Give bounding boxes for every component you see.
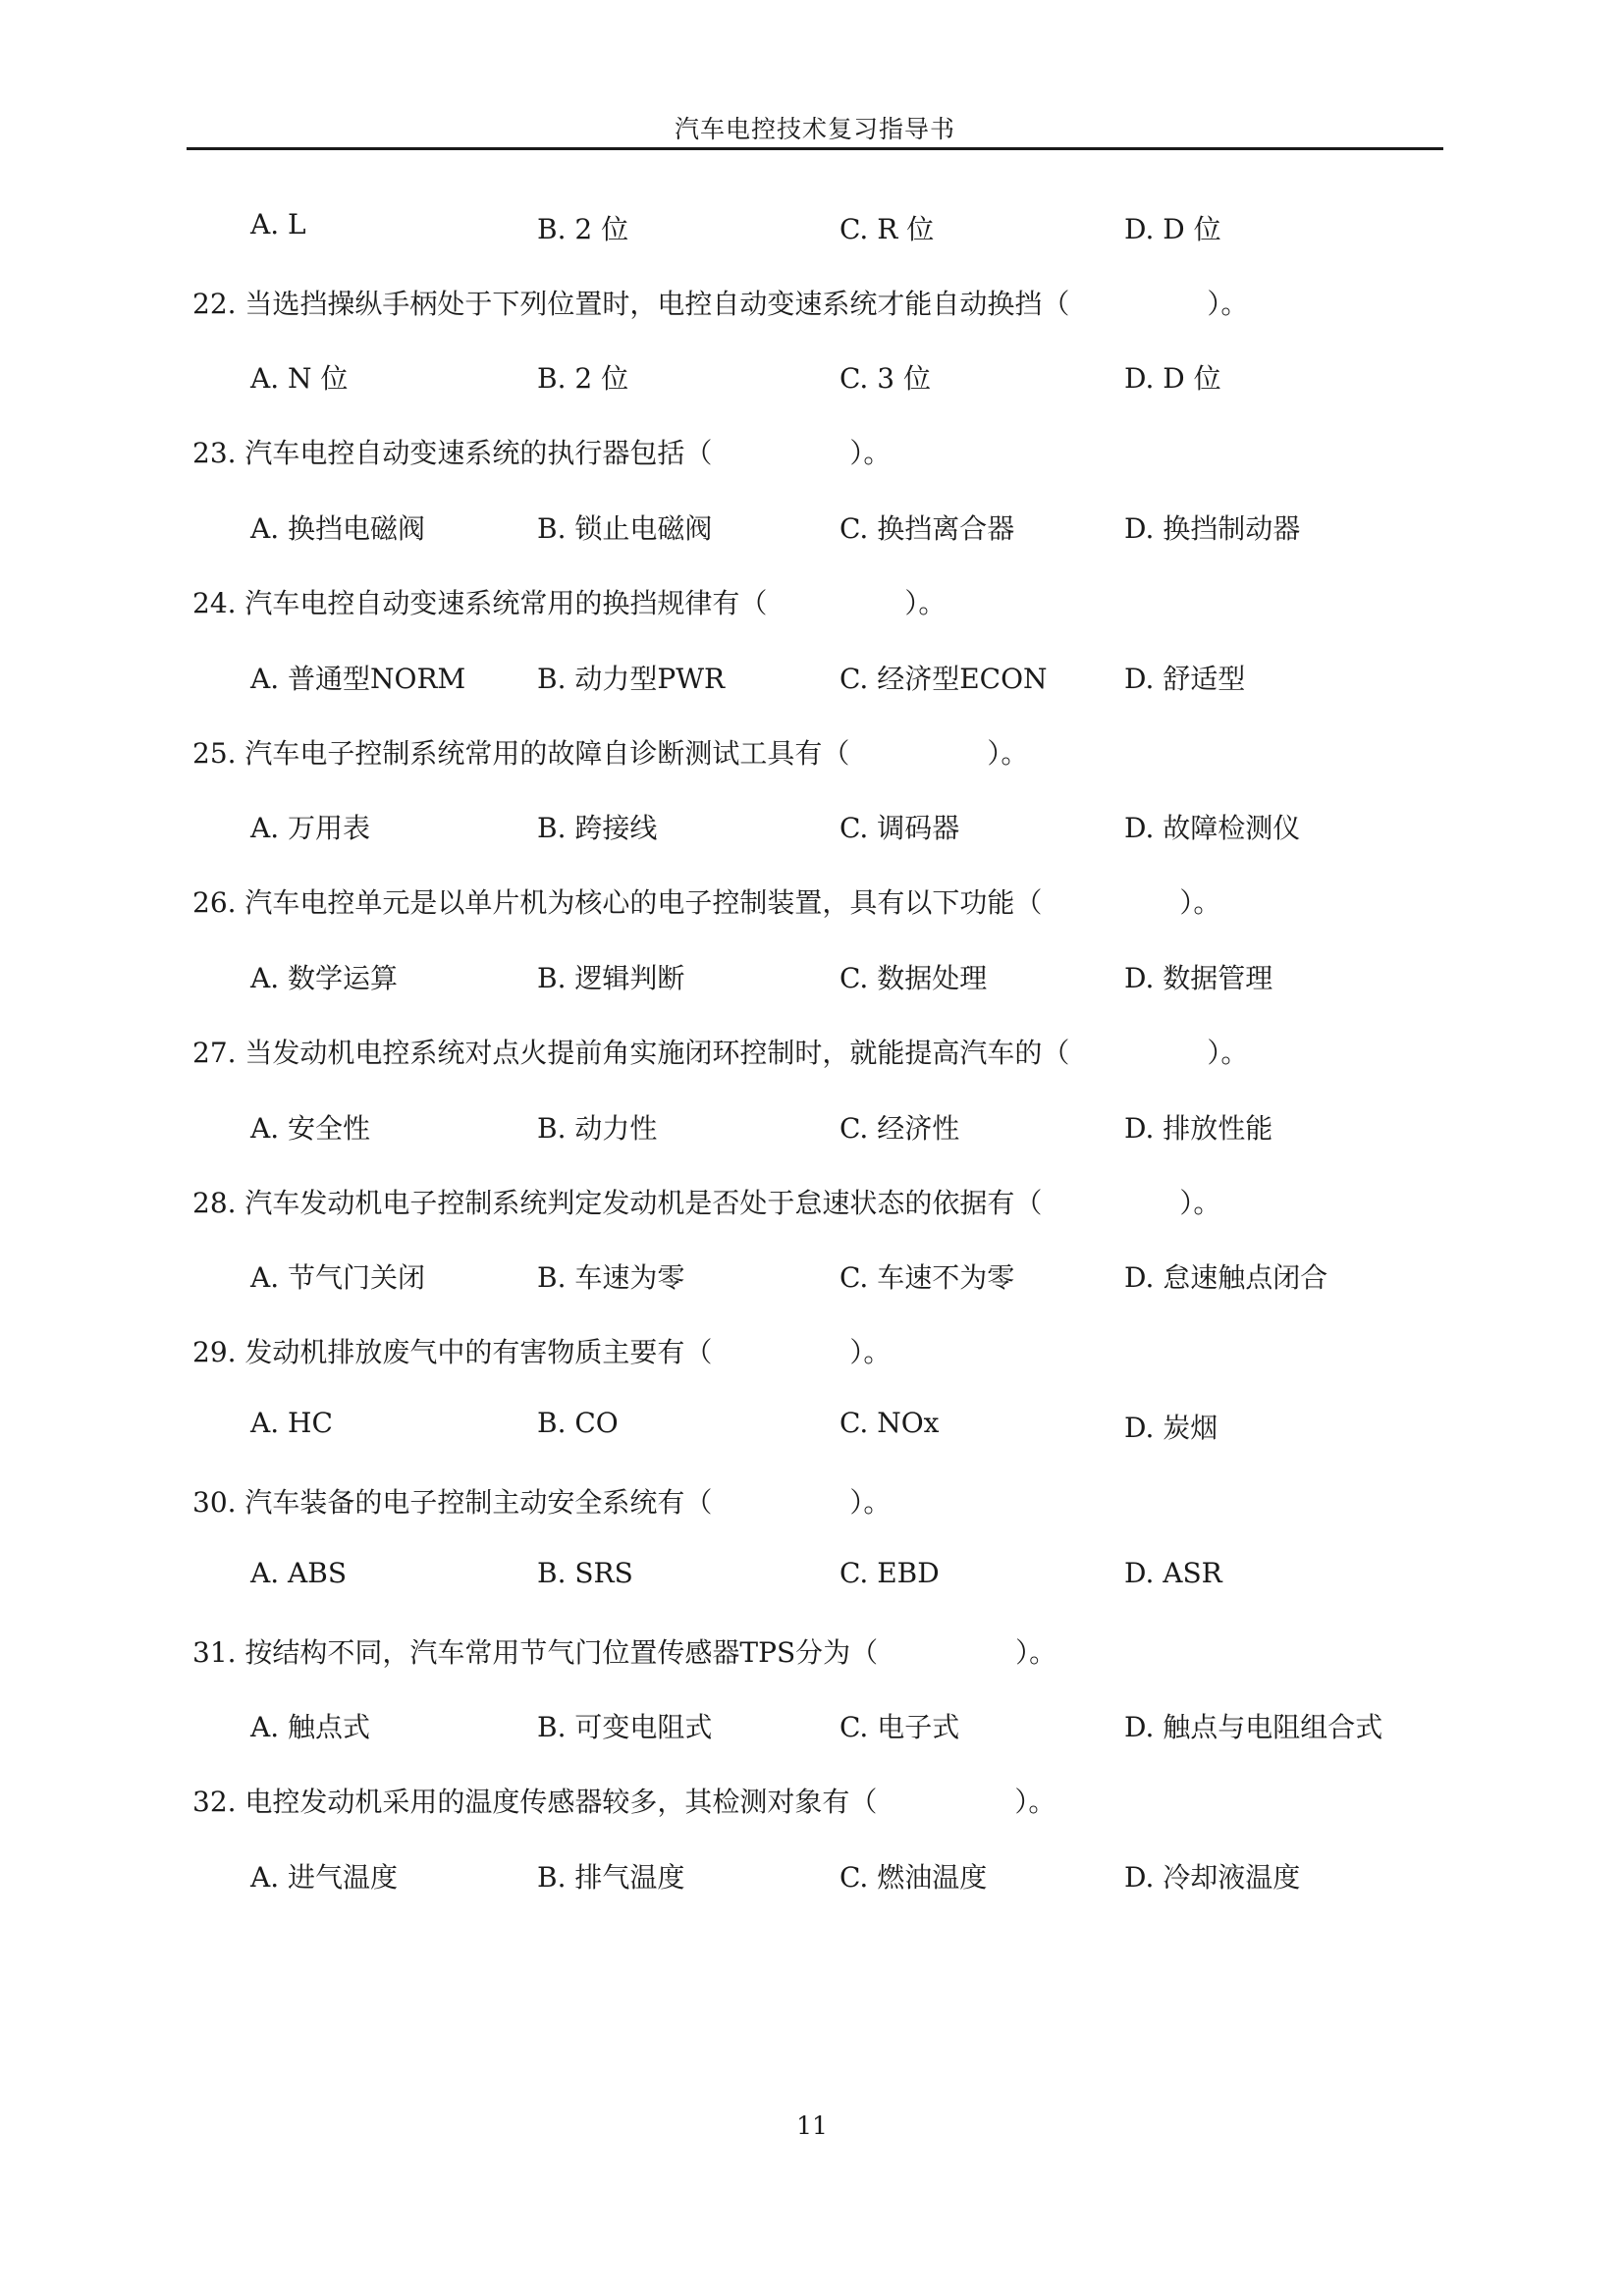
question-25: 25. 汽车电子控制系统常用的故障自诊断测试工具有（ ）。 xyxy=(192,737,1029,770)
option-c: C. 经济性 xyxy=(839,1112,960,1145)
running-header: 汽车电控技术复习指导书 xyxy=(674,115,955,143)
option-a: A. 安全性 xyxy=(250,1112,371,1145)
option-b: B. SRS xyxy=(537,1557,633,1589)
option-c: C. NOx xyxy=(839,1407,940,1439)
question-24: 24. 汽车电控自动变速系统常用的换挡规律有（ ）。 xyxy=(192,587,947,619)
option-c: C. 数据处理 xyxy=(839,962,988,994)
option-b: B. CO xyxy=(537,1407,619,1439)
question-30: 30. 汽车装备的电子控制主动安全系统有（ ）。 xyxy=(192,1486,892,1519)
option-c: C. 车速不为零 xyxy=(839,1261,1015,1294)
option-b: B. 2 位 xyxy=(537,213,629,245)
page-number: 11 xyxy=(796,2111,828,2140)
question-26: 26. 汽车电控单元是以单片机为核心的电子控制装置，具有以下功能（ ）。 xyxy=(192,886,1221,919)
option-d: D. 触点与电阻组合式 xyxy=(1124,1711,1383,1743)
option-b: B. 动力型PWR xyxy=(537,663,726,695)
option-a: A. L xyxy=(250,208,306,240)
option-a: A. 节气门关闭 xyxy=(250,1261,426,1294)
option-b: B. 车速为零 xyxy=(537,1261,685,1294)
option-b: B. 动力性 xyxy=(537,1112,658,1145)
option-a: A. 普通型NORM xyxy=(250,663,466,695)
option-d: D. 冷却液温度 xyxy=(1124,1861,1301,1894)
question-23: 23. 汽车电控自动变速系统的执行器包括（ ）。 xyxy=(192,437,892,469)
option-d: D. 怠速触点闭合 xyxy=(1124,1261,1328,1294)
option-c: C. 经济型ECON xyxy=(839,663,1048,695)
option-d: D. ASR xyxy=(1124,1557,1222,1589)
question-28: 28. 汽车发动机电子控制系统判定发动机是否处于怠速状态的依据有（ ）。 xyxy=(192,1187,1221,1219)
option-c: C. 调码器 xyxy=(839,812,960,844)
option-c: C. EBD xyxy=(839,1557,940,1589)
option-d: D. D 位 xyxy=(1124,362,1221,395)
option-a: A. 换挡电磁阀 xyxy=(250,512,426,545)
question-32: 32. 电控发动机采用的温度传感器较多，其检测对象有（ ）。 xyxy=(192,1786,1056,1818)
option-d: D. 舒适型 xyxy=(1124,663,1246,695)
question-22: 22. 当选挡操纵手柄处于下列位置时，电控自动变速系统才能自动换挡（ ）。 xyxy=(192,288,1249,320)
option-b: B. 2 位 xyxy=(537,362,629,395)
option-b: B. 排气温度 xyxy=(537,1861,685,1894)
option-c: C. 电子式 xyxy=(839,1711,960,1743)
option-d: D. 故障检测仪 xyxy=(1124,812,1301,844)
option-d: D. 炭烟 xyxy=(1124,1412,1218,1444)
option-b: B. 跨接线 xyxy=(537,812,658,844)
option-a: A. 万用表 xyxy=(250,812,371,844)
option-a: A. 数学运算 xyxy=(250,962,399,994)
option-d: D. 排放性能 xyxy=(1124,1112,1273,1145)
question-31: 31. 按结构不同，汽车常用节气门位置传感器TPS分为（ ）。 xyxy=(192,1636,1057,1669)
option-a: A. 触点式 xyxy=(250,1711,371,1743)
option-c: C. 燃油温度 xyxy=(839,1861,988,1894)
option-a: A. 进气温度 xyxy=(250,1861,399,1894)
option-c: C. 3 位 xyxy=(839,362,931,395)
option-c: C. R 位 xyxy=(839,213,935,245)
option-d: D. 换挡制动器 xyxy=(1124,512,1301,545)
option-a: A. ABS xyxy=(250,1557,347,1589)
option-a: A. N 位 xyxy=(250,362,349,395)
question-27: 27. 当发动机电控系统对点火提前角实施闭环控制时，就能提高汽车的（ ）。 xyxy=(192,1037,1249,1069)
option-d: D. 数据管理 xyxy=(1124,962,1273,994)
option-c: C. 换挡离合器 xyxy=(839,512,1015,545)
option-a: A. HC xyxy=(250,1407,333,1439)
header-rule xyxy=(187,147,1443,150)
question-29: 29. 发动机排放废气中的有害物质主要有（ ）。 xyxy=(192,1336,892,1368)
option-b: B. 逻辑判断 xyxy=(537,962,685,994)
option-b: B. 锁止电磁阀 xyxy=(537,512,713,545)
option-b: B. 可变电阻式 xyxy=(537,1711,713,1743)
option-d: D. D 位 xyxy=(1124,213,1221,245)
